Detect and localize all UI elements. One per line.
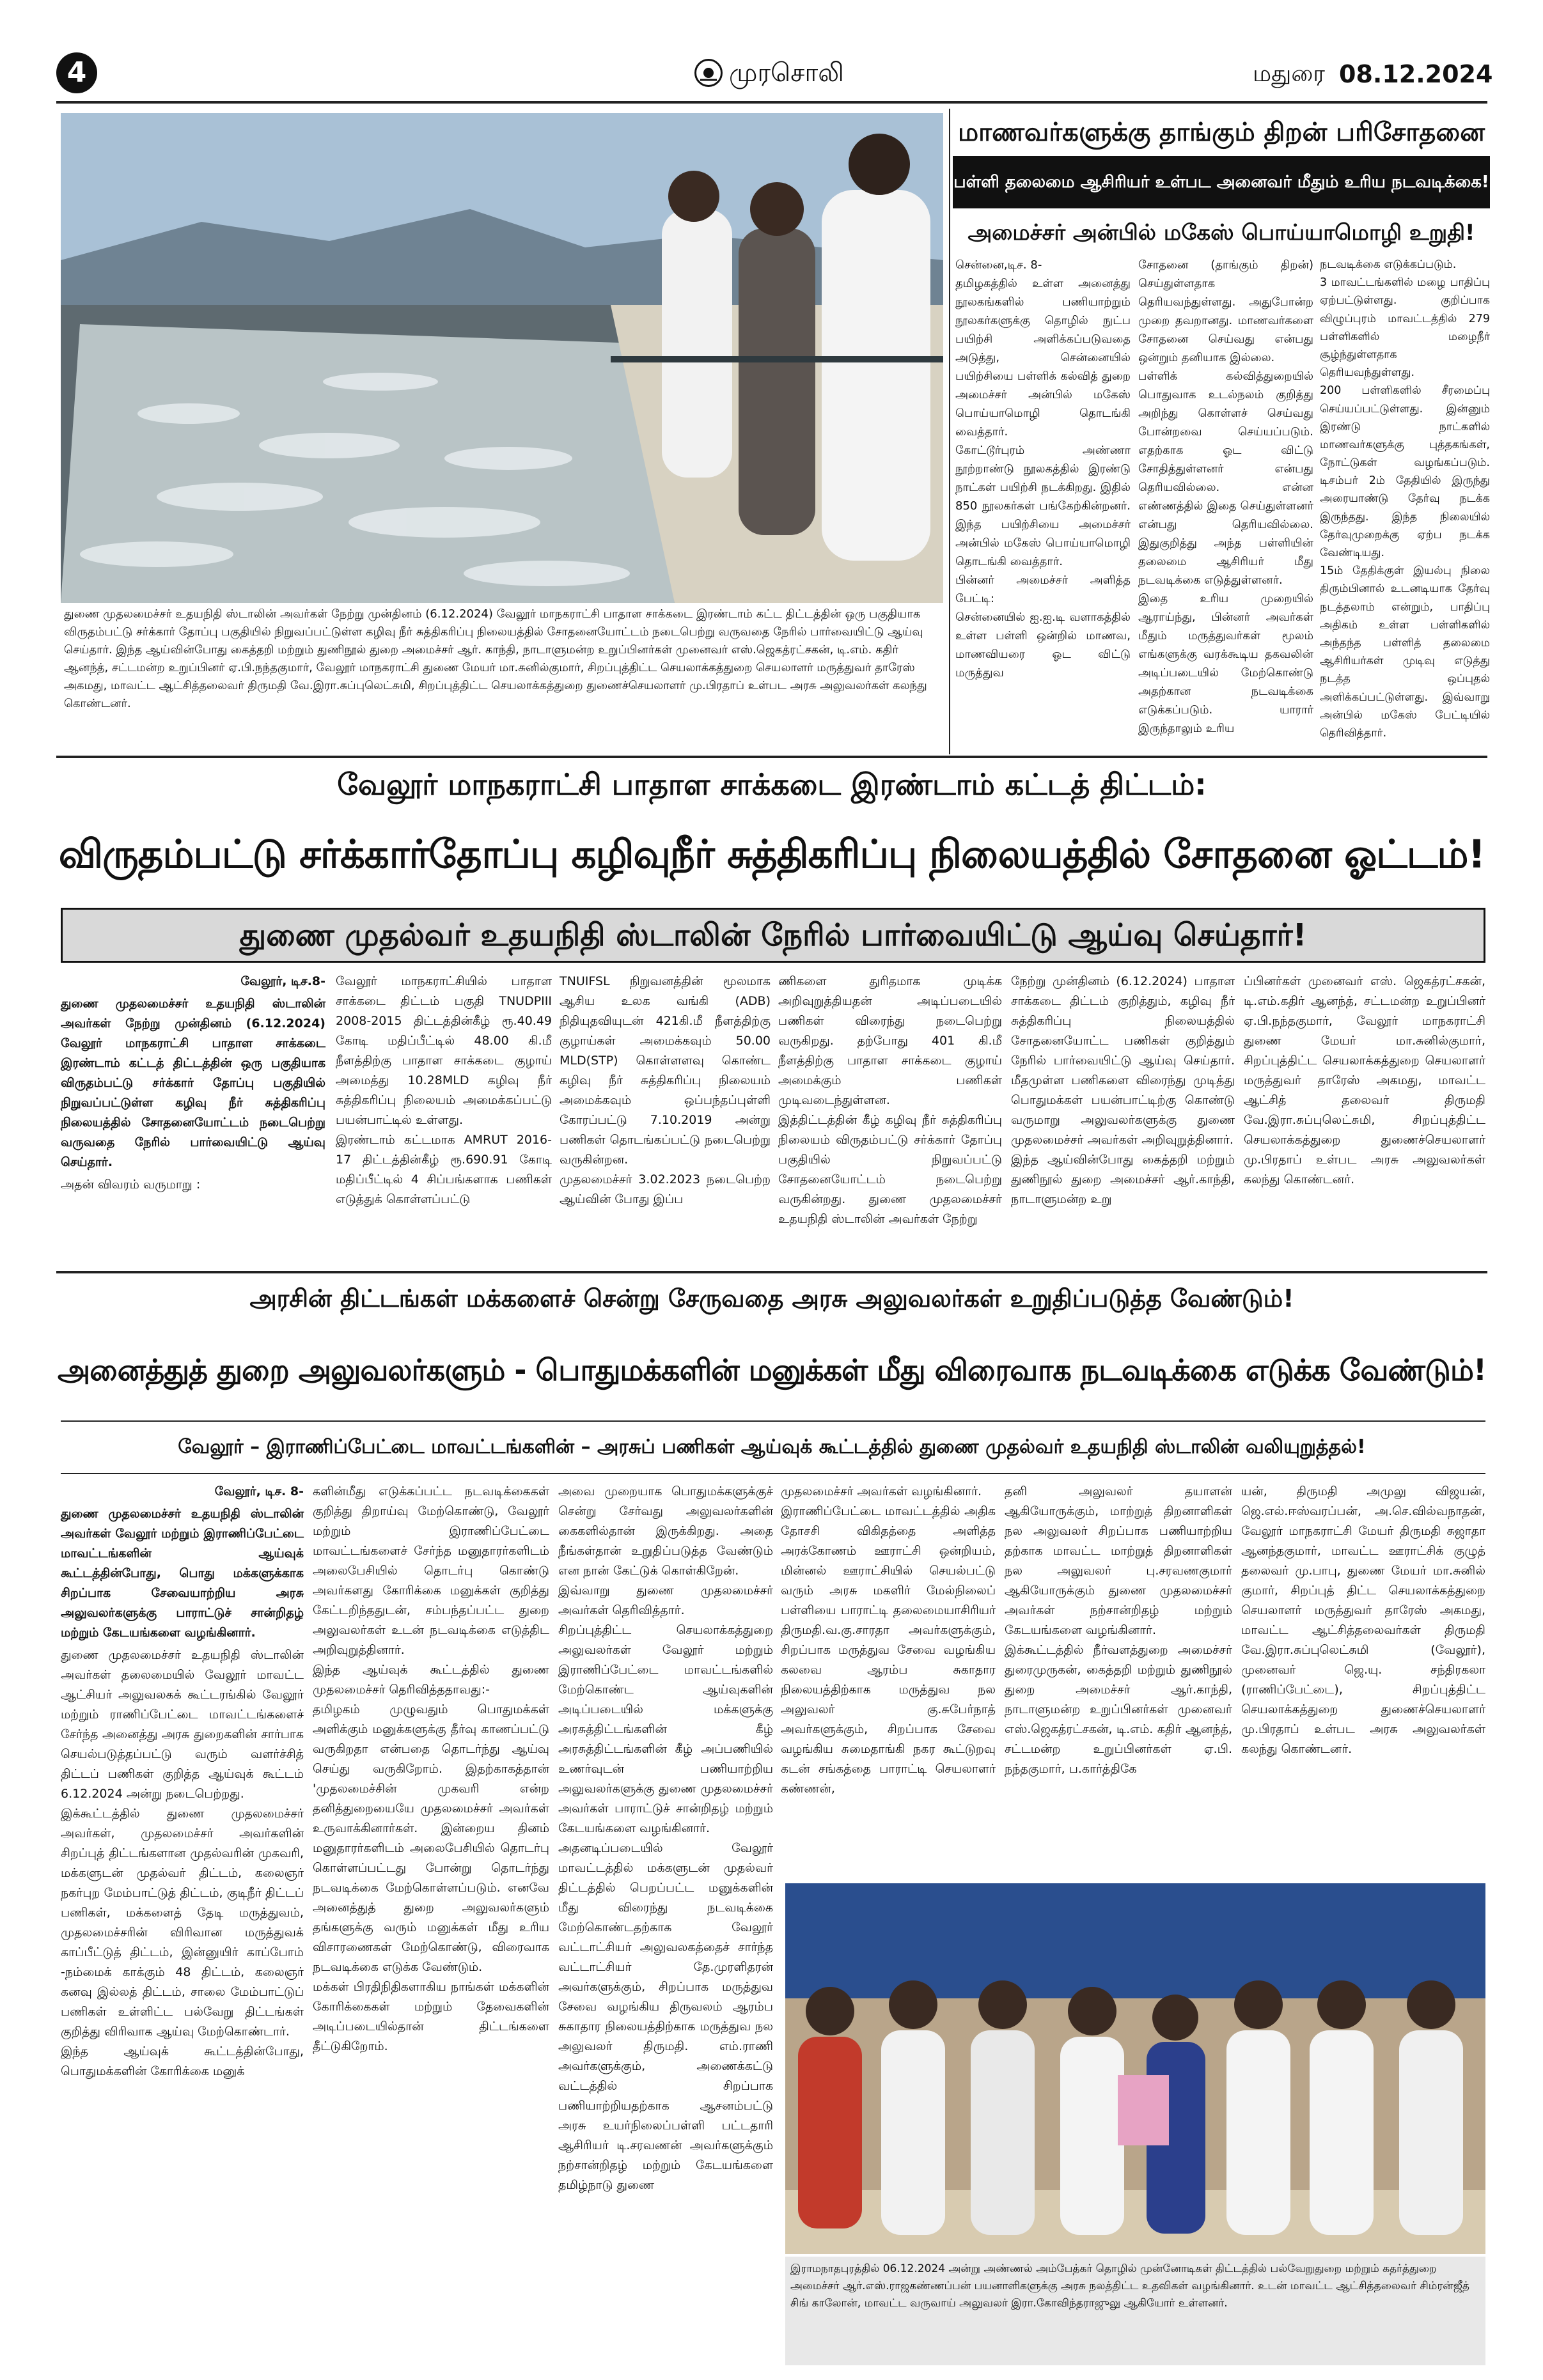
story3-subhead: வேலூர் – இராணிப்பேட்டை மாவட்டங்களின் – அரசுப் பணிகள் ஆய்வுக் கூட்டத்தில் துணை முதல்வர் உதயநிதி ஸ்டாலின் வலியுறுத்தல்! [178,1436,1366,1458]
photo-caption: துணை முதலமைச்சர் உதயநிதி ஸ்டாலின் அவர்கள் நேற்று முன்தினம் (6.12.2024) வேலூர் மாநகராட்சி பாதாள சாக்கடை இரண்டாம் கட்ட திட்டத்தின் ஒரு பகுதியாக விருதம்பட்டு சர்க்கார் தோப்பு பகுதியில் நிறுவப்பட்டுள்ள கழிவு நீர் சுத்திகரிப்பு நிலையத்தில் சோதனையோட்டம் நடைபெற்று வருவதை நேரில் பார்வையிட்டு ஆய்வு செய்தார். இந்த ஆய்வின்போது கைத்தறி மற்றும் துணிநூல் துறை அமைச்சர் ஆர். காந்தி, நாடாளுமன்ற உறுப்பினர்கள் முனைவர் எஸ்.ஜெகத்ரட்சகன், டி.எம். கதிர் ஆனந்த், சட்டமன்ற உறுப்பினர் ஏ.பி.நந்தகுமார், வேலூர் மாநகராட்சி துணை மேயர் மா.சுனில்குமார், சிறப்புத்திட்ட செயலாக்கத்துறை செயலாளர் மருத்துவர் தாரேஸ் அகமது, மாவட்ட ஆட்சித்தலைவர் திருமதி வே.இரா.சுப்புலெட்சுமி, சிறப்புத்திட்ட செயலாக்கத்துறை துணைச்செயலாளர் மு.பிரதாப் உள்பட அரசு அலுவலர்கள் கலந்து கொண்டனர். [64,607,927,710]
story3-column-6 [1241,1482,1490,1879]
masthead [0,0,1543,89]
story2-headline: விருதம்பட்டு சர்க்கார்தோப்பு கழிவுநீர் சுத்திகரிப்பு நிலையத்தில் சோதனை ஓட்டம்! [58,832,1485,877]
top-story-text-1: சென்னை,டிச. 8- தமிழகத்தில் உள்ள அனைத்து நூலகங்களில் பணியாற்றும் நூலகர்களுக்கு தொழில் நுட்ப பயிற்சி அளிக்கப்படுவதை அடுத்து, சென்னையில் பயிற்சியை பள்ளிக் கல்வித் துறை அமைச்சர் அன்பில் மகேஸ் பொய்யாமொழி தொடங்கி வைத்தார். கோட்டூர்புரம் அண்ணா நூற்றாண்டு நூலகத்தில் இரண்டு நாட்கள் பயிற்சி நடக்கிறது. இதில் 850 நூலகர்கள் பங்கேற்கின்றனர். இந்த பயிற்சியை அமைச்சர் அன்பில் மகேஸ் பொய்யாமொழி தொடங்கி வைத்தார். பின்னர் அமைச்சர் அளித்த பேட்டி: சென்னையில் ஐ.ஐ.டி வளாகத்தில் உள்ள பள்ளி ஒன்றில் மாணவ, மாணவியரை ஓட விட்டு மருத்துவ [955,258,1131,680]
photo-caption-2: இராமநாதபுரத்தில் 06.12.2024 அன்று அண்ணல் அம்பேத்கர் தொழில் முன்னோடிகள் திட்டத்தில் பல்வேறுதுறை மற்றும் கதர்த்துறை அமைச்சர் ஆர்.எஸ்.ராஜகண்ணப்பன் பயனாளிகளுக்கு அரசு நலத்திட்ட உதவிகள் வழங்கினார். உடன் மாவட்ட ஆட்சித்தலைவர் சிம்ரன்ஜீத் சிங் காலோன், மாவட்ட வருவாய் அலுவலர் இரா.கோவிந்தராஜுலு ஆகியோர் உள்ளனர். [790,2262,1469,2310]
paper-logo-icon [694,59,723,87]
story2-text-4: நேற்று முன்தினம் (6.12.2024) பாதாள சாக்கடை திட்டம் குறித்தும், கழிவு நீர் சுத்திகரிப்பு நிலையத்தில் சோதனையோட்ட பணிகள் குறித்தும் நேரில் பார்வையிட்டு ஆய்வு செய்தார். மீதமுள்ள பணிகளை விரைந்து முடித்து பொதுமக்கள் பயன்பாட்டிற்கு கொண்டு வருமாறு அலுவலர்களுக்கு துணை முதலமைச்சர் அவர்கள் அறிவுறுத்தினார். இந்த ஆய்வின்போது கைத்தறி மற்றும் துணிநூல் துறை அமைச்சர் ஆர்.காந்தி, நாடாளுமன்ற உறு [1011,974,1235,1206]
story3-column-5 [1005,1482,1232,1879]
story3-text-1: துணை முதலமைச்சர் உதயநிதி ஸ்டாலின் அவர்கள் தலைமையில் வேலூர் மாவட்ட ஆட்சியர் அலுவலகக் கூட்டரங்கில் வேலூர் மற்றும் ராணிப்பேட்டை மாவட்டங்களைச் சேர்ந்த அனைத்து அரசு துறைகளின் சார்பாக செயல்படுத்தப்பட்டு வரும் வளர்ச்சித் திட்டப் பணிகள் குறித்த ஆய்வுக் கூட்டம் 6.12.2024 அன்று நடைபெற்றது. இக்கூட்டத்தில் துணை முதலமைச்சர் அவர்கள், முதலமைச்சர் அவர்களின் சிறப்புத் திட்டங்களான முதல்வரின் முகவரி, மக்களுடன் முதல்வர் திட்டம், கலைஞர் நகர்புற மேம்பாட்டுத் திட்டம், குடிநீர் திட்டப் பணிகள், மக்களைத் தேடி மருத்துவம், முதலமைச்சரின் விரிவான மருத்துவக் காப்பீட்டுத் திட்டம், இன்னுயிர் காப்போம் -நம்மைக் காக்கும் 48 திட்டம், கலைஞர் கனவு இல்லத் திட்டம், சாலை மேம்பாட்டுப் பணிகள் உள்ளிட்ட பல்வேறு திட்டங்கள் குறித்து விரிவாக ஆய்வு மேற்கொண்டார். இந்த ஆய்வுக் கூட்டத்தின்போது, பொதுமக்களின் கோரிக்கை மனுக் [61,1648,304,2078]
story2-text-5: ப்பினர்கள் முனைவர் எஸ். ஜெகத்ரட்சகன், டி.எம்.கதிர் ஆனந்த், சட்டமன்ற உறுப்பினர் ஏ.பி.நந்தகுமார், வேலூர் மாநகராட்சி துணை மேயர் மா.சுனில்குமார், சிறப்புத்திட்ட செயலாக்கத்துறை செயலாளர் மருத்துவர் தாரேஸ் அகமது, மாவட்ட ஆட்சித் தலைவர் திருமதி வே.இரா.சுப்புலெட்சுமி, சிறப்புத்திட்ட செயலாக்கத்துறை துணைச்செயலாளர் மு.பிரதாப் உள்பட அரசு அலுவலர்கள் கலந்து கொண்டனர். [1244,974,1490,1186]
story3-kicker: அரசின் திட்டங்கள் மக்களைச் சென்று சேருவதை அரசு அலுவலர்கள் உறுதிப்படுத்த வேண்டும்! [249,1284,1294,1312]
section-rule-2 [56,1271,1487,1273]
story2-text-3: ணிகளை துரிதமாக முடிக்க அறிவுறுத்தியதன் அடிப்படையில் பணிகள் விரைந்து நடைபெற்று வருகிறது. தற்போது 401 கி.மீ நீளத்திற்கு பாதாள சாக்கடை குழாய் அமைக்கும் பணிகள் முடிவடைந்துள்ளன. இத்திட்டத்தின் கீழ் கழிவு நீர் சுத்திகரிப்பு நிலையம் விருதம்பட்டு சர்க்கார் தோப்பு பகுதியில் நிறுவப்பட்டு சோதனையோட்டம் நடைபெற்று வருகின்றது. துணை முதலமைச்சர் உதயநிதி ஸ்டாலின் அவர்கள் நேற்று [778,974,1002,1226]
story3-text-3: அவை முறையாக பொதுமக்களுக்குச் சென்று சேர்வது அலுவலர்களின் கைகளில்தான் இருக்கிறது. அதை நீங்கள்தான் உறுதிப்படுத்த வேண்டும் என நான் கேட்டுக் கொள்கிறேன். இவ்வாறு துணை முதலமைச்சர் அவர்கள் தெரிவித்தார். சிறப்புத்திட்ட செயலாக்கத்துறை அலுவலர்கள் வேலூர் மற்றும் இராணிப்பேட்டை மாவட்டங்களில் மேற்கொண்ட ஆய்வுகளின் அடிப்படையில் மக்களுக்கு அரசுத்திட்டங்களின் கீழ் அரசுத்திட்டங்களின் கீழ் அப்பணியில் உணர்வுடன் பணியாற்றிய அலுவலர்களுக்கு துணை முதலமைச்சர் அவர்கள் பாராட்டுச் சான்றிதழ் மற்றும் கேடயங்களை வழங்கினார். அதனடிப்படையில் வேலூர் மாவட்டத்தில் மக்களுடன் முதல்வர் திட்டத்தில் பெறப்பட்ட மனுக்களின் மீது விரைந்து நடவடிக்கை மேற்கொண்டதற்காக வேலூர் வட்டாட்சியர் அலுவலகத்தைச் சார்ந்த வட்டாட்சியர் தே.முரளிதரன் அவர்களுக்கும், சிறப்பாக மருத்துவ சேவை வழங்கிய திருவலம் ஆரம்ப சுகாதார நிலையத்திற்காக மருத்துவ நல அலுவலர் திருமதி. எம்.ராணி அவர்களுக்கும், அணைக்கட்டு வட்டத்தில் சிறப்பாக பணியாற்றியதற்காக ஆசனம்பட்டு அரசு உயர்நிலைப்பள்ளி பட்டதாரி ஆசிரியர் டி.சரவணன் அவர்களுக்கும் நற்சான்றிதழ் மற்றும் கேடயங்களை தமிழ்நாடு துணை [558,1484,773,2192]
top-story-column-1 [955,256,1131,754]
top-story-text-3: நடவடிக்கை எடுக்கப்படும். 3 மாவட்டங்களில் மழை பாதிப்பு ஏற்பட்டுள்ளது. குறிப்பாக விழுப்புரம் மாவட்டத்தில் 279 பள்ளிகளில் மழைநீர் சூழ்ந்துள்ளதாக தெரியவந்துள்ளது. 200 பள்ளிகளில் சீரமைப்பு செய்யப்பட்டுள்ளது. இன்னும் இரண்டு நாட்களில் மாணவர்களுக்கு புத்தகங்கள், நோட்டுகள் வழங்கப்படும். டிசம்பர் 2ம் தேதியில் இருந்து அரையாண்டு தேர்வு நடக்க இருந்தது. இந்த நிலையில் தேர்வுமுறைக்கு ஏற்ப நடக்க வேண்டியது. 15ம் தேதிக்குள் இயல்பு நிலை திரும்பினால் உடனடியாக தேர்வு நடத்தலாம் என்றும், பாதிப்பு அதிகம் உள்ள பள்ளிகளில் அந்தந்த பள்ளித் தலைமை ஆசிரியர்கள் முடிவு எடுத்து நடத்த ஒப்புதல் அளிக்கப்பட்டுள்ளது. இவ்வாறு அன்பில் மகேஸ் பேட்டியில் தெரிவித்தார். [1320,258,1490,740]
story3-column-3 [558,1482,773,2374]
story2-kicker: வேலூர் மாநகராட்சி பாதாள சாக்கடை இரண்டாம் கட்டத் திட்டம்: [337,767,1207,802]
story3-text-5: தனி அலுவலர் தயாளன் ஆகியோருக்கும், மாற்றுத் திறனாளிகள் நல அலுவலர் சிறப்பாக பணியாற்றிய தற்காக மாவட்ட மாற்றுத் திறனாளிகள் நல அலுவலர் பு.சரவணகுமார் ஆகியோருக்கும் துணை முதலமைச்சர் அவர்கள் நற்சான்றிதழ் மற்றும் கேடயங்களை வழங்கினார். இக்கூட்டத்தில் நீர்வளத்துறை அமைச்சர் துரைமுருகன், கைத்தறி மற்றும் துணிநூல் துறை அமைச்சர் ஆர்.காந்தி, நாடாளுமன்ற உறுப்பினர்கள் முனைவர் எஸ்.ஜெகத்ரட்சகன், டி.எம். கதிர் ஆனந்த், சட்டமன்ற உறுப்பினர்கள் ஏ.பி. நந்தகுமார், ப.கார்த்திகே [1005,1484,1232,1776]
story2-column-1 [336,972,552,1267]
story2-text-1: வேலூர் மாநகராட்சியில் பாதாள சாக்கடை திட்டம் பகுதி TNUDPIII 2008-2015 திட்டத்தின்கீழ் ரூ.40.49 கோடி மதிப்பீட்டில் 48.00 கி.மீ நீளத்திற்கு பாதாள சாக்கடை குழாய் அமைத்து 10.28MLD கழிவு நீர் சுத்திகரிப்பு நிலையம் அமைக்கப்பட்டு பயன்பாட்டில் உள்ளது. இரண்டாம் கட்டமாக AMRUT 2016-17 திட்டத்தின்கீழ் ரூ.690.91 கோடி மதிப்பீட்டில் 4 சிப்பங்களாக பணிகள் எடுத்துக் கொள்ளப்பட்டு [336,974,552,1206]
story2-column-3 [778,972,1002,1267]
story2-dateline: வேலூர், டிச.8- [240,974,325,988]
story2-column-4 [1011,972,1235,1267]
story2-lead: துணை முதலமைச்சர் உதயநிதி ஸ்டாலின் அவர்கள் நேற்று முன்தினம் (6.12.2024) வேலூர் மாநகராட்சி பாதாள சாக்கடை இரண்டாம் கட்டத் திட்டத்தின் ஒரு பகுதியாக விருதம்பட்டு சர்க்கார் தோப்பு பகுதியில் நிறுவப்பட்டுள்ள கழிவு நீர் சுத்திகரிப்பு நிலையத்தில் சோதனையோட்டம் நடைபெற்று வருவதை நேரில் பார்வையிட்டு ஆய்வு செய்தார். [61,997,330,1169]
top-story-column-2 [1138,256,1313,754]
story3-headline: அனைத்துத் துறை அலுவலர்களும் - பொதுமக்களின் மனுக்கள் மீது விரைவாக நடவடிக்கை எடுக்க வேண்டும்! [58,1353,1486,1387]
story2-subhead: துணை முதல்வர் உதயநிதி ஸ்டாலின் நேரில் பார்வையிட்டு ஆய்வு செய்தார்! [239,917,1307,953]
paper-name: முரசொலி [729,58,844,88]
story3-column-2 [313,1482,549,2374]
story3-column-4 [781,1482,996,1879]
story2-text-2: TNUIFSL நிறுவனத்தின் மூலமாக ஆசிய உலக வங்கி (ADB) நிதியுதவியுடன் 421கி.மீ நீளத்திற்கு குழாய்கள் அமைக்கவும் 50.00 MLD(STP) கொள்ளளவு கொண்ட கழிவு நீர் சுத்திகரிப்பு நிலையம் அமைக்கவும் ஒப்பந்தப்புள்ளி கோரப்பட்டு 7.10.2019 அன்று பணிகள் தொடங்கப்பட்டு நடைபெற்று வருகின்றன. முதலமைச்சர் 3.02.2023 நடைபெற்ற ஆய்வின் போது இப்ப [560,974,771,1206]
story3-text-2: களின்மீது எடுக்கப்பட்ட நடவடிக்கைகள் குறித்து திறாய்வு மேற்கொண்டு, வேலூர் மற்றும் இராணிப்பேட்டை மாவட்டங்களைச் சேர்ந்த மனுதாரர்களிடம் அலைபேசியில் தொடர்பு கொண்டு அவர்களது கோரிக்கை மனுக்கள் குறித்து கேட்டறிந்ததுடன், சம்பந்தப்பட்ட துறை அலுவலர்கள் உடன் நடவடிக்கை எடுத்திட அறிவுறுத்தினார். இந்த ஆய்வுக் கூட்டத்தில் துணை முதலமைச்சர் தெரிவித்ததாவது:- தமிழகம் முழுவதும் பொதுமக்கள் அளிக்கும் மனுக்களுக்கு தீர்வு காணப்பட்டு வருகிறதா என்பதை தொடர்ந்து ஆய்வு செய்து வருகிறோம். இதற்காகத்தான் 'முதலமைச்சின் முகவரி என்ற தனித்துறையையே முதலமைச்சர் அவர்கள் உருவாக்கினார்கள். இன்றைய தினம் மனுதாரர்களிடம் அலைபேசியில் தொடர்பு கொள்ளப்பட்டது போன்று தொடர்ந்து நடவடிக்கை மேற்கொள்ளப்படும். எனவே அனைத்துத் துறை அலுவலர்களும் தங்களுக்கு வரும் மனுக்கள் மீது உரிய விசாரணைகள் மேற்கொண்டு, விரைவாக நடவடிக்கை எடுக்க வேண்டும். மக்கள் பிரதிநிதிகளாகிய நாங்கள் மக்களின் கோரிக்கைகள் மற்றும் தேவைகளின் அடிப்படையில்தான் திட்டங்களை தீட்டுகிறோம். [313,1484,549,2053]
story3-lead: துணை முதலமைச்சர் உதயநிதி ஸ்டாலின் அவர்கள் வேலூர் மற்றும் இராணிப்பேட்டை மாவட்டங்களின் ஆய்வுக் கூட்டத்தின்போது, பொது மக்களுக்காக சிறப்பாக சேவையாற்றிய அரசு அலுவலர்களுக்கு பாராட்டுச் சான்றிதழ் மற்றும் கேடயங்களை வழங்கினார். [61,1507,308,1640]
edition-city: மதுரை [1253,61,1325,87]
top-story-column-3 [1320,256,1490,754]
top-story-headline: பள்ளி தலைமை ஆசிரியர் உள்பட அனைவர் மீதும் உரிய நடவடிக்கை! [953,173,1489,192]
inspection-photo [61,113,943,603]
edition-date: 08.12.2024 [1339,60,1493,88]
section-rule [56,756,1487,758]
story2-column-2 [560,972,771,1267]
top-story-text-2: சோதனை (தாங்கும் திறன்) செய்துள்ளதாக தெரியவந்துள்ளது. அதுபோன்ற முறை தவறானது. மாணவர்களை சோதனை செய்வது என்பது ஒன்றும் தனியாக இல்லை. பள்ளிக் கல்வித்துறையில் பொதுவாக உடல்நலம் குறித்து அறிந்து கொள்ளச் செய்வது போன்றவை செய்யப்படும். எதற்காக ஓட விட்டு சோதித்துள்ளனர் என்பது தெரியவில்லை. என்ன எண்ணத்தில் இதை செய்துள்ளனர் என்பது தெரியவில்லை. இதுகுறித்து அந்த பள்ளியின் தலைமை ஆசிரியர் மீது நடவடிக்கை எடுத்துள்ளனர். இதை உரிய முறையில் ஆராய்ந்து, பின்னர் அவர்கள் மீதும் மருத்துவர்கள் மூலம் எங்களுக்கு வரக்கூடிய தகவலின் அடிப்படையில் மேற்கொண்டு அதற்கான நடவடிக்கை எடுக்கப்படும். யாரார் இருந்தாலும் உரிய [1138,258,1313,735]
story2-lead-tail: அதன் விவரம் வருமாறு : [61,1178,201,1192]
top-story-kicker: மாணவர்களுக்கு தாங்கும் திறன் பரிசோதனை [957,118,1485,147]
story2-column-5 [1244,972,1490,1267]
story2-lead-column [61,972,330,1267]
masthead-rule [56,101,1487,104]
story3-dateline: வேலூர், டிச. 8- [214,1484,304,1498]
story3-text-4: முதலமைச்சர் அவர்கள் வழங்கினார். இராணிப்பேட்டை மாவட்டத்தில் அதிக தோசசி விகிதத்தை அளித்த அரக்கோணம் ஊராட்சி ஒன்றியம், மின்னல் ஊராட்சியில் செயல்பட்டு வரும் அரசு மகளிர் மேல்நிலைப் பள்ளியை பாராட்டி தலைமையாசிரியர் திருமதி.வ.கு.சாரதா அவர்களுக்கும், சிறப்பாக மருத்துவ சேவை வழங்கிய கலவை ஆரம்ப சுகாதார நிலையத்திற்காக மருத்துவ நல அலுவலர் கு.சுபேர்நாத் அவர்களுக்கும், சிறப்பாக சேவை வழங்கிய சுமைதாங்கி நகர கூட்டுறவு கடன் சங்கத்தை பாராட்டி செயலாளர் கண்ணன், [781,1484,996,1796]
column-rule [949,109,950,754]
subhead-rule [61,1420,1485,1422]
story3-text-6: யன், திருமதி அமுலு விஜயன், ஜெ.எல்.ஈஸ்வரப்பன், அ.செ.வில்வநாதன், வேலூர் மாநகராட்சி மேயர் திருமதி சுஜாதா ஆனந்தகுமார், மாவட்ட ஊராட்சிக் குழுத் தலைவர் மு.பாபு, துணை மேயர் மா.சுனில் குமார், சிறப்புத் திட்ட செயலாக்கத்துறை செயலாளர் மருத்துவர் தாரேஸ் அகமது, மாவட்ட ஆட்சித்தலைவர்கள் திருமதி வே.இரா.சுப்புலெட்சுமி (வேலூர்), முனைவர் ஜெ.யு. சந்திரகலா (ராணிப்பேட்டை), சிறப்புத்திட்ட செயலாக்கத்துறை துணைச்செயலாளர் மு.பிரதாப் உள்பட அரசு அலுவலர்கள் கலந்து கொண்டனர். [1241,1484,1490,1756]
story3-column-1 [61,1482,308,2374]
page-number: 4 [67,56,87,89]
top-story-subhead: அமைச்சர் அன்பில் மகேஸ் பொய்யாமொழி உறுதி! [967,220,1475,245]
welfare-event-photo [785,1883,1485,2254]
subhead-rule-2 [61,1473,1485,1474]
